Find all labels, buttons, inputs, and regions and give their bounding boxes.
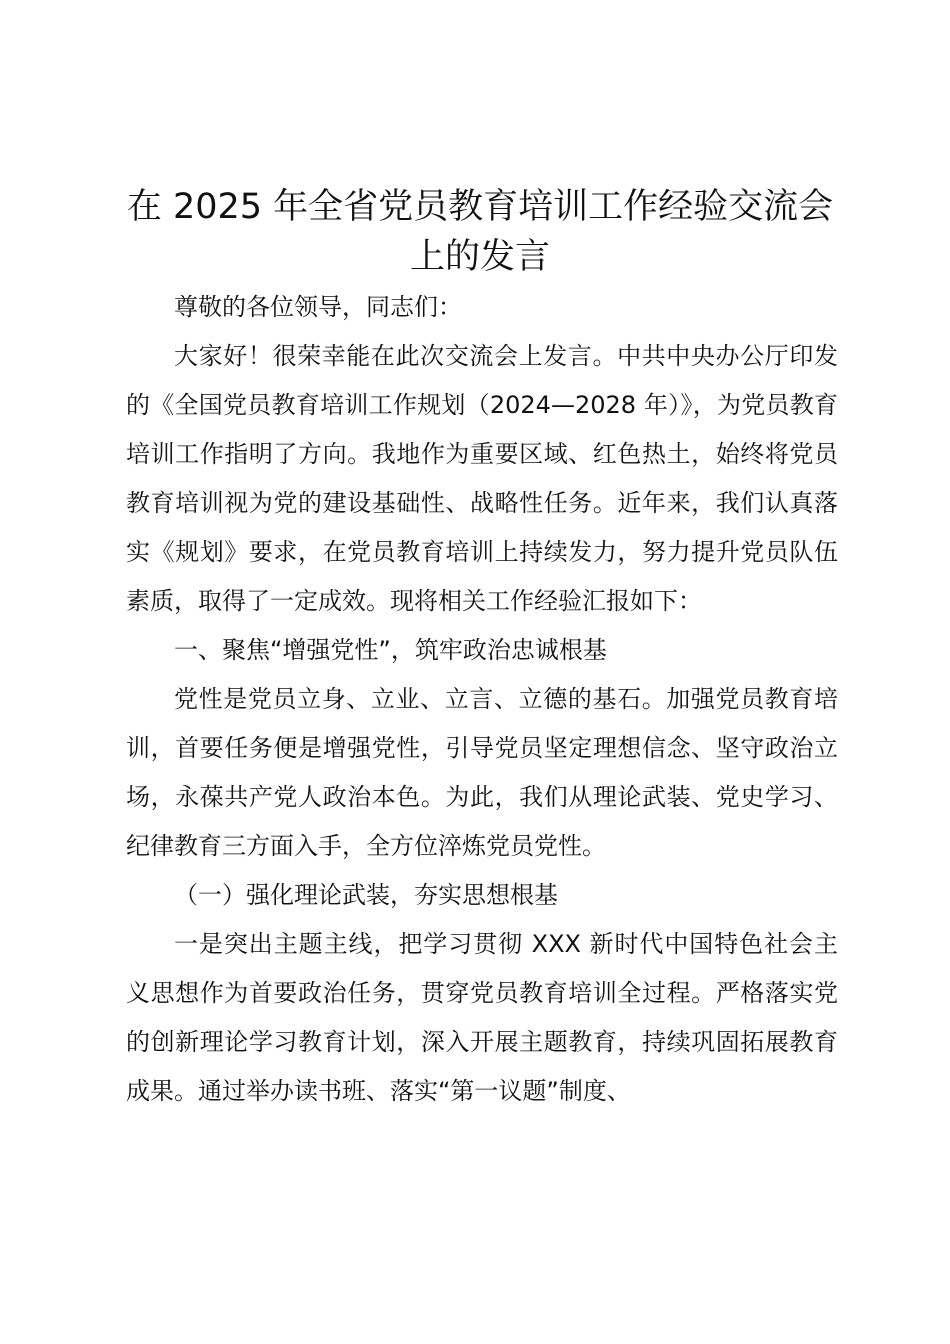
section-1-paragraph: 党性是党员立身、立业、立言、立德的基石。加强党员教育培训，首要任务便是增强党性，引导党员坚定理想信念、坚守政治立场，永葆共产党人政治本色。为此，我们从理论武装、党史学习、纪律教育三方面入手，全方位淬炼党员党性。 xyxy=(126,685,838,860)
salutation: 尊敬的各位领导，同志们： xyxy=(174,293,462,321)
subsection-1-paragraph: 一是突出主题主线，把学习贯彻 XXX 新时代中国特色社会主义思想作为首要政治任务，贯穿党员教育培训全过程。严格落实党的创新理论学习教育计划，深入开展主题教育，持续巩固拓展教育成果。通过举办读书班、落实“第一议题”制度、 xyxy=(126,930,838,1105)
section-heading-1: 一、聚焦“增强党性”，筑牢政治忠诚根基 xyxy=(174,636,607,664)
title-line-1: 在 2025 年全省党员教育培训工作经验交流会 xyxy=(126,187,834,227)
document-body xyxy=(126,283,838,1116)
subsection-heading-1: （一）强化理论武装，夯实思想根基 xyxy=(174,881,558,909)
title-line-2: 上的发言 xyxy=(409,237,550,277)
intro-paragraph: 大家好！很荣幸能在此次交流会上发言。中共中央办公厅印发的《全国党员教育培训工作规划（2024—2028 年）》，为党员教育培训工作指明了方向。我地作为重要区域、红色热土，始终将党员教育培训视为党的建设基础性、战略性任务。近年来，我们认真落实《规划》要求，在党员教育培训上持续发力，努力提升党员队伍素质，取得了一定成效。现将相关工作经验汇报如下： xyxy=(126,342,838,615)
document-title xyxy=(100,182,860,282)
